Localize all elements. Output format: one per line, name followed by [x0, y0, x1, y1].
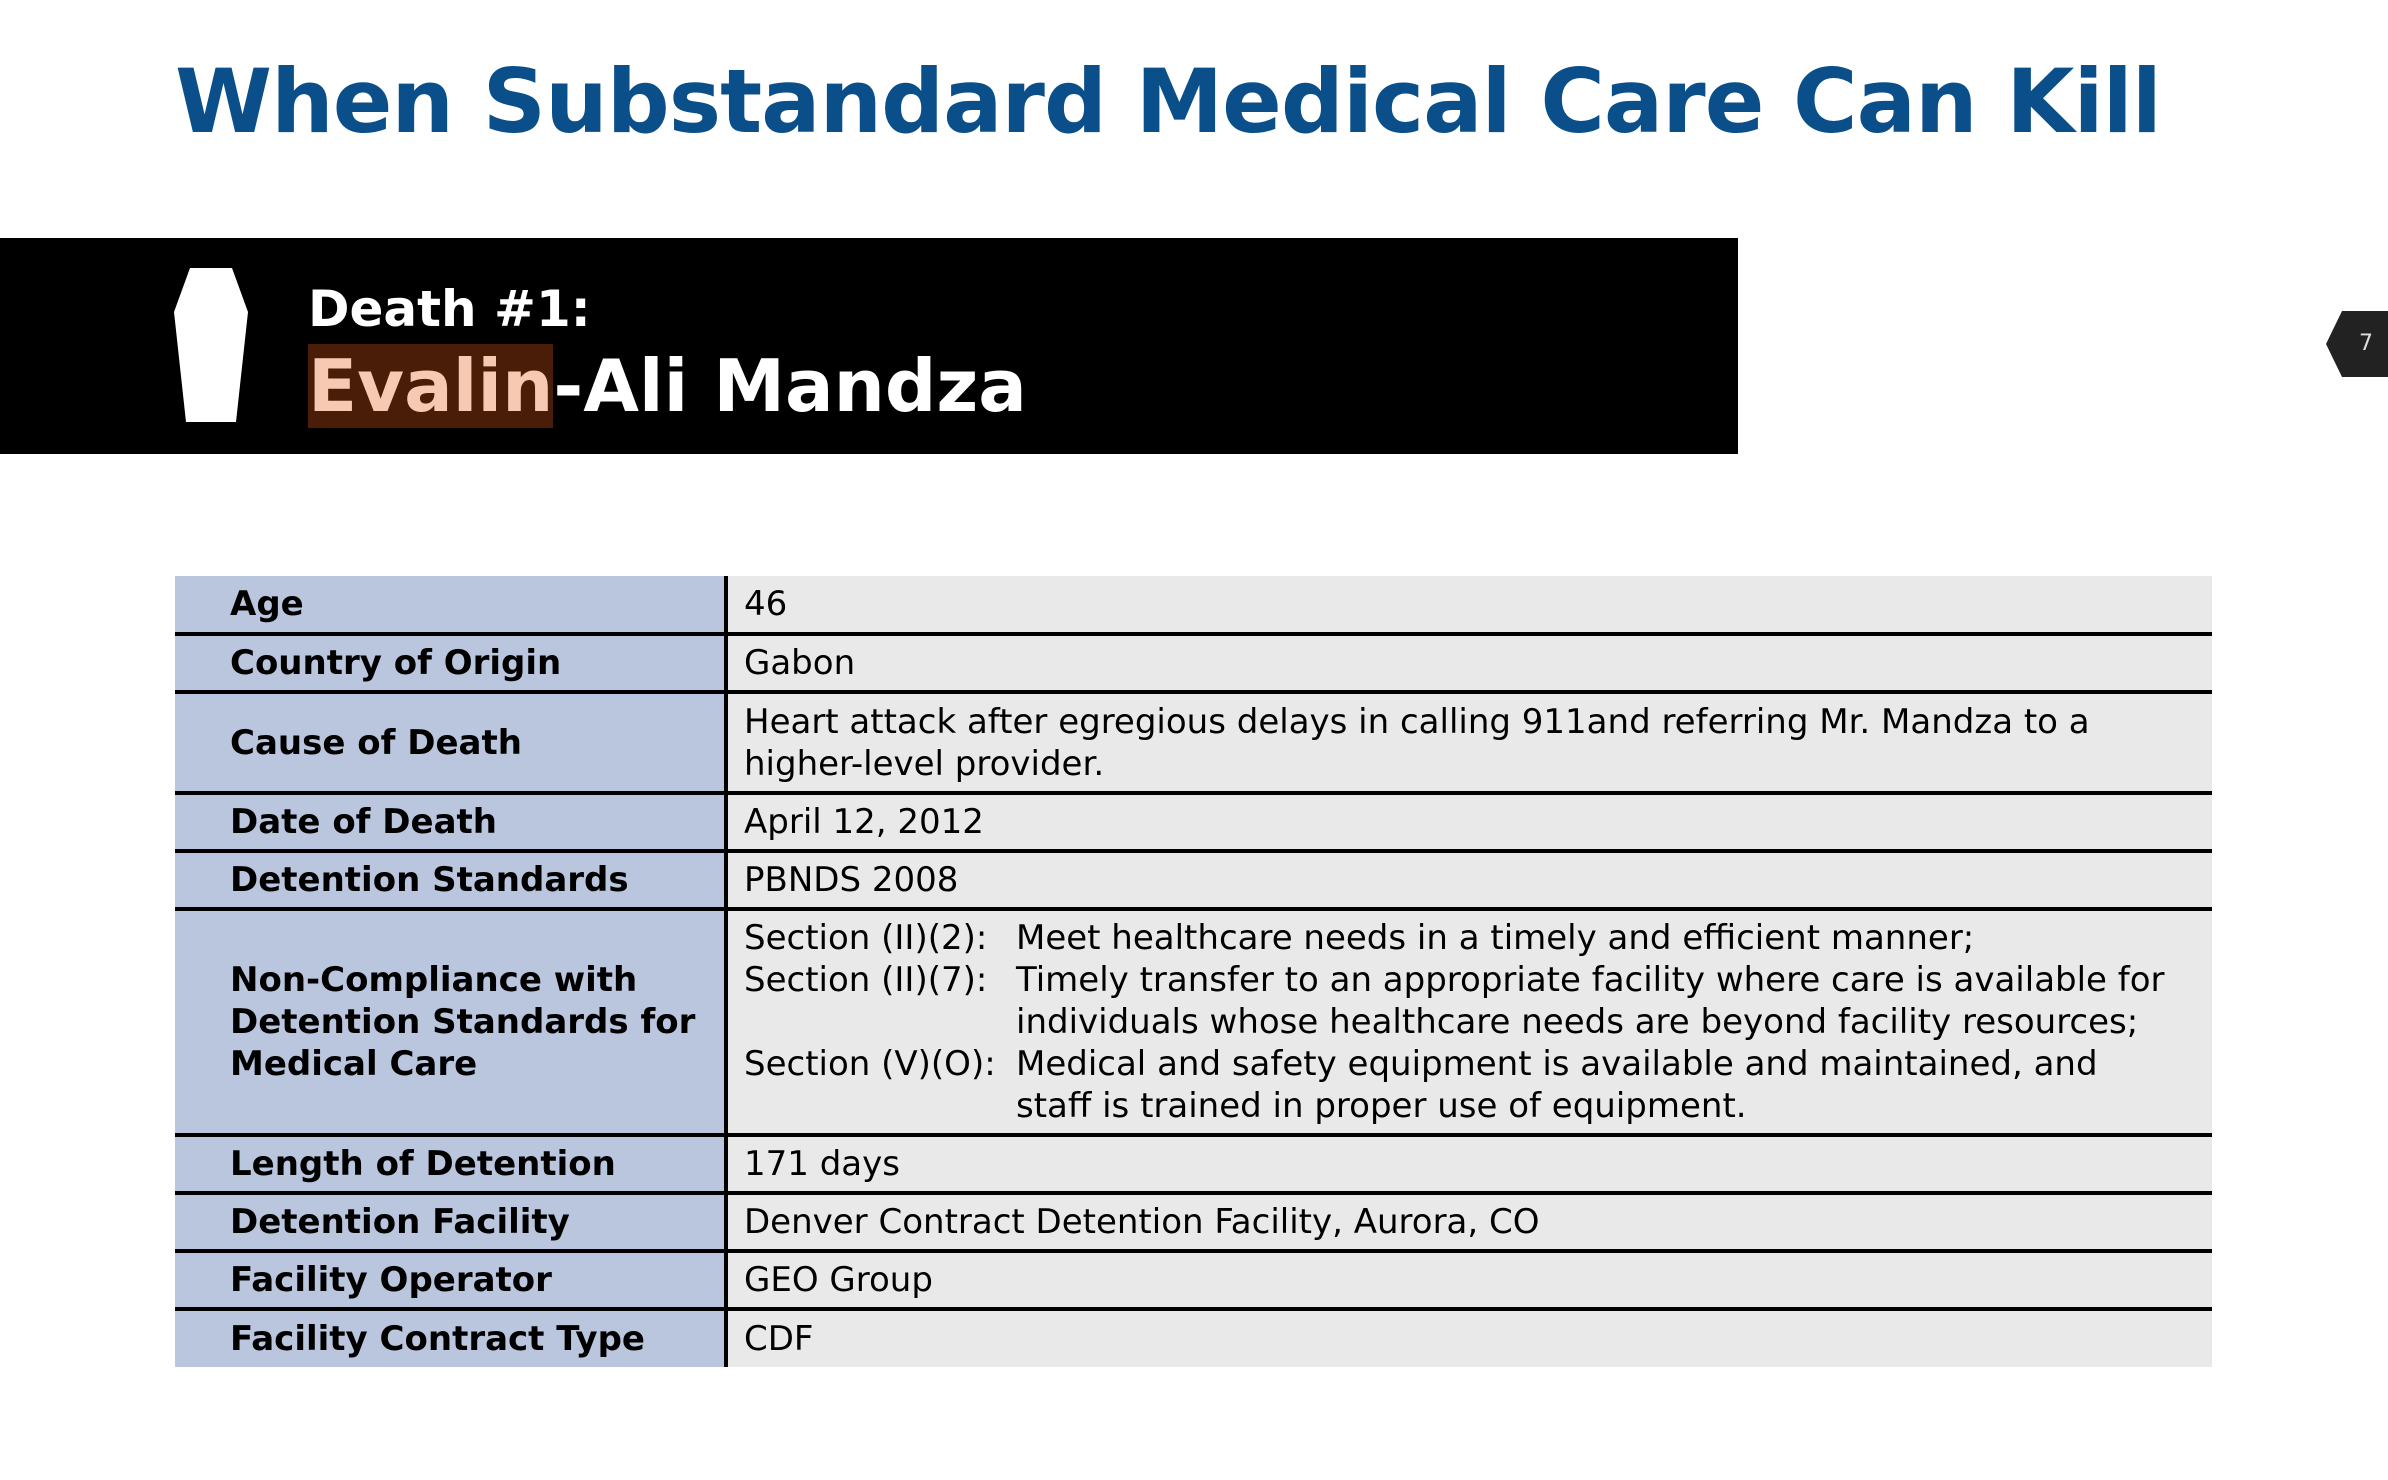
- row-label-contract: Facility Contract Type: [175, 1309, 726, 1367]
- coffin-icon: [174, 268, 248, 422]
- table-row: [175, 909, 2212, 1135]
- table-row: [175, 576, 2212, 634]
- table-row: [175, 851, 2212, 909]
- deceased-first-name-highlight: Evalin: [308, 344, 554, 428]
- death-details-table: [175, 576, 2212, 1367]
- row-label-country: Country of Origin: [175, 634, 726, 692]
- row-label-noncompliance: Non-Compliance with Detention Standards for Medical Care: [175, 909, 726, 1135]
- table-row: [175, 692, 2212, 793]
- section-reference: Section (II)(2):: [744, 918, 988, 958]
- row-label-length: Length of Detention: [175, 1135, 726, 1193]
- row-value-country: Gabon: [726, 634, 2212, 692]
- row-label-date: Date of Death: [175, 793, 726, 851]
- row-value-standards: PBNDS 2008: [726, 851, 2212, 909]
- row-value-length: 171 days: [726, 1135, 2212, 1193]
- table-row: [175, 1193, 2212, 1251]
- row-value-age: 46: [726, 576, 2212, 634]
- row-label-operator: Facility Operator: [175, 1251, 726, 1309]
- section-description: Medical and safety equipment is available and maintained, and staff is trained in proper use of equipment.: [1016, 1044, 2098, 1126]
- deceased-name: [308, 340, 1027, 432]
- table-row: [175, 793, 2212, 851]
- row-label-age: Age: [175, 576, 726, 634]
- row-label-facility: Detention Facility: [175, 1193, 726, 1251]
- noncompliance-item: [744, 1043, 2172, 1127]
- death-number-label: Death #1:: [308, 280, 591, 338]
- noncompliance-item: [744, 917, 2172, 959]
- noncompliance-item: [744, 959, 2172, 1043]
- section-reference: Section (V)(O):: [744, 1044, 996, 1084]
- row-label-cause: Cause of Death: [175, 692, 726, 793]
- section-description: Meet healthcare needs in a timely and efficient manner;: [1016, 918, 1975, 958]
- section-description: Timely transfer to an appropriate facility where care is available for individuals whose healthcare needs are beyond facility resources;: [1016, 960, 2165, 1042]
- table-row: [175, 1135, 2212, 1193]
- table-row: [175, 1309, 2212, 1367]
- row-label-standards: Detention Standards: [175, 851, 726, 909]
- row-value-noncompliance: [726, 909, 2212, 1135]
- deceased-name-rest: -Ali Mandza: [553, 344, 1027, 428]
- row-value-facility: Denver Contract Detention Facility, Aurora, CO: [726, 1193, 2212, 1251]
- table-row: [175, 634, 2212, 692]
- page-title: When Substandard Medical Care Can Kill: [175, 50, 2161, 153]
- table-row: [175, 1251, 2212, 1309]
- row-value-contract: CDF: [726, 1309, 2212, 1367]
- page-number: 7: [2359, 331, 2373, 356]
- row-value-cause: Heart attack after egregious delays in calling 911and referring Mr. Mandza to a higher-level provider.: [726, 692, 2212, 793]
- row-value-date: April 12, 2012: [726, 793, 2212, 851]
- row-value-operator: GEO Group: [726, 1251, 2212, 1309]
- section-reference: Section (II)(7):: [744, 960, 988, 1000]
